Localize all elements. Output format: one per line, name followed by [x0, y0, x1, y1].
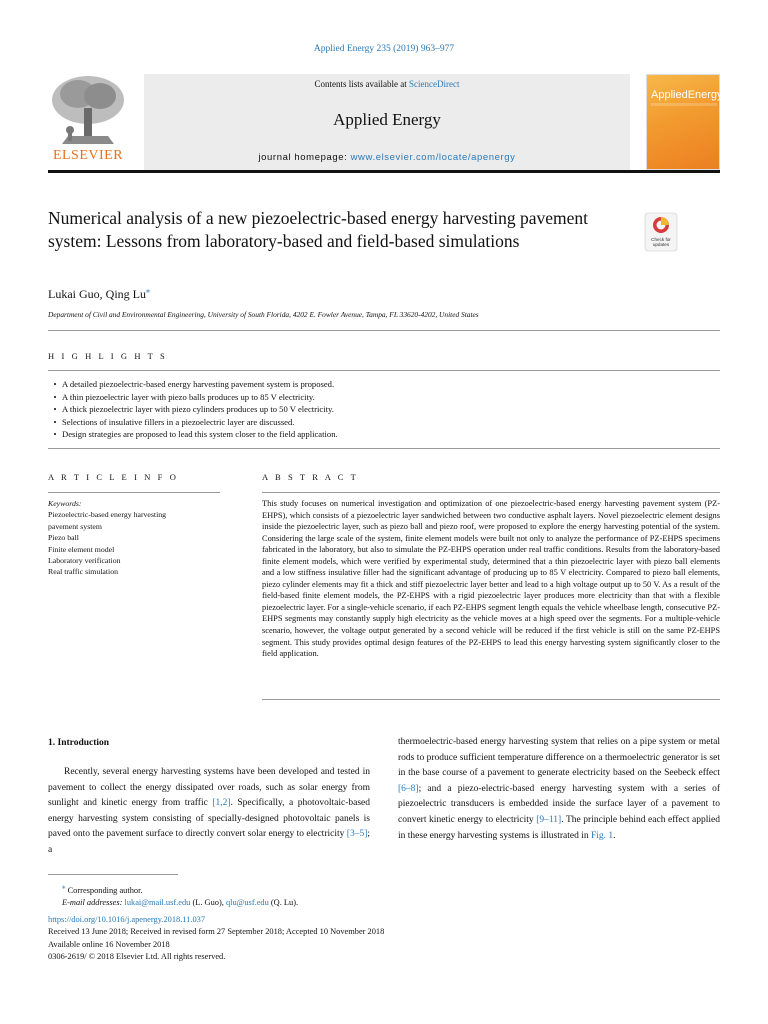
intro-paragraph-right — [398, 735, 720, 844]
keywords-block — [48, 498, 220, 578]
article-info-heading: A R T I C L E I N F O — [48, 472, 179, 482]
bullet-icon: • — [53, 416, 57, 427]
footnote-text: Corresponding author. — [67, 885, 143, 895]
citation-link[interactable]: [1,2] — [212, 798, 231, 809]
affiliation: Department of Civil and Environmental Engineering, University of South Florida, 4202 E. Fowler Avenue, Tampa, FL 33620-4202, United States — [48, 310, 479, 319]
highlight-text: A thick piezoelectric layer with piezo cylinders produces up to 50 V electricity. — [62, 404, 334, 415]
tree-icon — [48, 72, 128, 148]
body-text: . — [613, 830, 616, 841]
header-rule — [48, 170, 720, 173]
body-text: Recently, several energy harvesting systems have been developed and tested in pavement to collect the energy dissipated over roads, such as solar energy from sunlight and kinetic energy from traffic — [48, 767, 370, 809]
footnote-mark: ⁎ — [62, 883, 66, 891]
journal-banner — [144, 74, 630, 170]
journal-reference[interactable]: Applied Energy 235 (2019) 963–977 — [313, 44, 455, 54]
article-info-rule — [48, 492, 220, 493]
email-owner: (L. Guo), — [190, 898, 226, 908]
highlight-text: Design strategies are proposed to lead this system closer to the field application. — [62, 429, 338, 440]
received-dates: Received 13 June 2018; Received in revised form 27 September 2018; Accepted 10 November 2018 — [48, 927, 385, 937]
body-text: ; a — [48, 829, 370, 855]
footnote-rule — [48, 874, 178, 875]
check-updates-line1: Check for — [651, 237, 671, 242]
journal-name: Applied Energy — [333, 110, 441, 129]
keyword: Finite element model — [48, 544, 115, 554]
abstract-rule-bottom — [262, 699, 720, 700]
highlight-item — [48, 391, 720, 404]
bullet-icon: • — [53, 391, 57, 402]
email-link-guo[interactable]: lukai@mail.usf.edu — [124, 898, 191, 908]
highlight-text: A thin piezoelectric layer with piezo balls produces up to 85 V electricity. — [62, 391, 315, 402]
highlights-heading: H I G H L I G H T S — [48, 351, 168, 361]
affiliation-rule — [48, 330, 720, 331]
body-text: thermoelectric-based energy harvesting system that relies on a pipe system or metal rods to produce sufficient temperature difference on a thermoelectric generator is set in the base course of a pavement to generate electricity based on the Seebeck effect — [398, 737, 720, 779]
homepage-prefix: journal homepage: — [258, 152, 351, 163]
authors-text: Lukai Guo, Qing Lu — [48, 287, 146, 301]
contents-prefix: Contents lists available at — [314, 79, 409, 89]
figure-link[interactable]: Fig. 1 — [590, 830, 614, 841]
citation-link[interactable]: [9–11] — [536, 814, 562, 825]
keywords-label: Keywords: — [48, 499, 82, 508]
footnotes — [48, 881, 298, 909]
keyword: Piezo ball — [48, 533, 79, 543]
contents-line — [144, 79, 630, 89]
body-text: . The principle behind each effect applied in these energy harvesting systems is illustrated in — [398, 814, 720, 841]
intro-paragraph-left — [48, 765, 370, 859]
introduction-heading: 1. Introduction — [48, 738, 110, 748]
cover-stripe — [651, 103, 717, 106]
copyright-notice: 0306-2619/ © 2018 Elsevier Ltd. All rights reserved. — [48, 951, 226, 961]
cover-title: AppliedEnergy — [651, 89, 723, 101]
author-list — [48, 286, 150, 302]
highlight-item — [48, 428, 720, 441]
email-footnote — [48, 897, 298, 909]
bullet-icon: • — [53, 379, 57, 389]
citation-link[interactable]: [6–8] — [398, 783, 419, 794]
highlight-text: Selections of insulative fillers in a piezoelectric layer are discussed. — [62, 416, 295, 427]
check-updates-icon — [641, 212, 681, 252]
abstract-heading: A B S T R A C T — [262, 472, 359, 482]
online-date: Available online 16 November 2018 — [48, 939, 170, 949]
keyword: Laboratory verification — [48, 556, 121, 566]
article-title: Numerical analysis of a new piezoelectric-based energy harvesting pavement system: Lessons from laboratory-based and field-based simulations — [48, 208, 589, 251]
keyword: pavement system — [48, 521, 102, 531]
check-for-updates-badge[interactable] — [641, 212, 681, 252]
highlight-item — [48, 378, 720, 391]
bullet-icon: • — [53, 429, 57, 440]
corresponding-author-mark[interactable]: ⁎ — [146, 286, 150, 295]
body-text: ; and a piezo-electric-based energy harvesting system with a series of piezoelectric transducers is embedded inside the surface layer of a pavement to convert kinetic energy to electricity — [398, 783, 720, 825]
homepage-link[interactable]: www.elsevier.com/locate/apenergy — [350, 152, 516, 163]
email-label: E-mail addresses: — [62, 898, 125, 908]
bullet-icon: • — [53, 404, 57, 415]
email-owner: (Q. Lu). — [268, 898, 299, 908]
doi-link[interactable]: https://doi.org/10.1016/j.apenergy.2018.11.037 — [48, 915, 206, 924]
abstract-rule — [262, 492, 720, 493]
email-link-lu[interactable]: qlu@usf.edu — [225, 898, 269, 908]
elsevier-wordmark: ELSEVIER — [52, 148, 124, 163]
highlight-text: A detailed piezoelectric-based energy harvesting pavement system is proposed. — [62, 379, 335, 389]
highlights-rule-bottom — [48, 448, 720, 449]
homepage-line — [144, 152, 630, 163]
highlights-rule-top — [48, 370, 720, 371]
journal-cover-image — [646, 74, 723, 170]
check-updates-line2: updates — [652, 242, 670, 247]
corresponding-footnote — [48, 881, 298, 897]
citation-link[interactable]: [3–5] — [346, 829, 368, 840]
sciencedirect-link[interactable]: ScienceDirect — [409, 79, 460, 89]
elsevier-tree-logo — [48, 72, 128, 170]
highlights-list — [48, 378, 720, 441]
highlight-item — [48, 403, 720, 416]
journal-masthead — [48, 72, 723, 170]
article-metadata — [48, 914, 384, 963]
body-text: . Specifically, a photovoltaic-based energy harvesting system consisting of specially-designed photovoltaic panels is paved onto the pavement surface to directly convert solar energy to electricity — [48, 798, 370, 840]
keyword: Real traffic simulation — [48, 567, 119, 577]
abstract-text: This study focuses on numerical investigation and optimization of one piezoelectric-based energy harvesting pavement system (PZ-EHPS), which consists of a piezoelectric layer sandwiched between two conductive asphalt layers. Novel piezoelectric element designs inside the piezoelectric layer, such as piezo ball and piezo roof, were proposed to explore the energy harvesting potential of the system. Considering the large scale of the system, finite element models were built not only to analyze the performance of PZ-EHPS specimens fabricated in the laboratory, but also to simulate the PZ-EHPS operation under real traffic conditions. Results from the laboratory-based finite element models, which were verified by experimental study, determined that a thin piezoelectric layer with piezo ball elements and a low stiffness insulative filler had the significant advantage of producing up to 85 V electricity. Compared to piezo ball elements, piezo cylinder elements may fit a thick and stiff piezoelectric layer better and lead to a high voltage output up to 50 V. As a result of the field-based finite element models, the PZ-EHPS with a rigid piezoelectric layer produces more electricity than that with a flexible piezoelectric layer. For a single-vehicle scenario, if each PZ-EHPS segment length equals the vehicle wheelbase length, consecutive PZ-EHPS segments may constantly supply high electricity as the vehicle moves at a high speed over the segments. For a multiple-vehicle scenario, however, the voltage output generated by a second vehicle will be reduced if the first vehicle is still on the same PZ-EHPS segment. This study provides optimal design features of the PZ-EHPS to lead this energy harvesting system significantly closer to the field application. — [262, 499, 720, 659]
highlight-item — [48, 416, 720, 429]
keyword: Piezoelectric-based energy harvesting — [48, 510, 167, 520]
